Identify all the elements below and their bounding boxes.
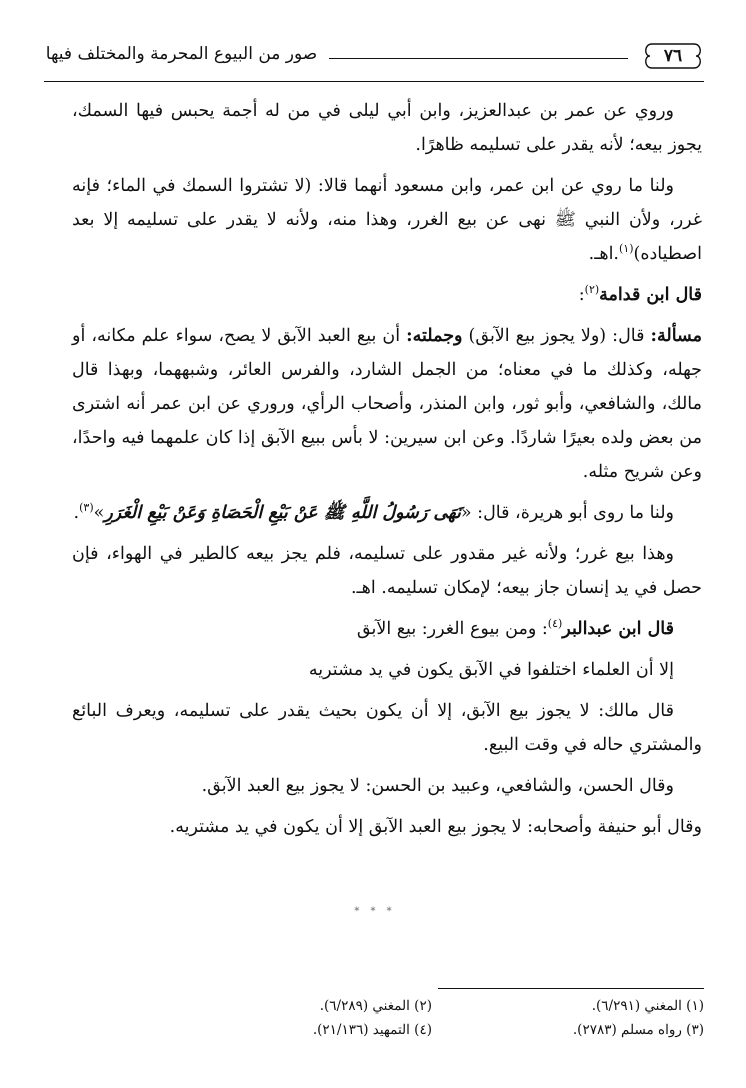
- paragraph: [72, 653, 702, 687]
- paragraph-text: قال: (ولا يجوز بيع الآبق): [462, 326, 651, 346]
- paragraph-text: وقال الحسن، والشافعي، وعبيد بن الحسن: لا يجوز بيع العبد الآبق.: [201, 776, 674, 796]
- footnote: (٤) التمهيد (٢١/١٣٦).: [312, 1022, 432, 1038]
- footnote: (١) المغني (٦/٢٩١).: [591, 998, 704, 1014]
- footnote: (٣) رواه مسلم (٢٧٨٣).: [572, 1022, 704, 1038]
- paragraph-text: قال مالك: لا يجوز بيع الآبق، إلا أن يكون بحيث يقدر على تسليمه، ويعرف البائع والمشتري حاله في وقت البيع.: [72, 701, 702, 755]
- page-number-badge: [642, 40, 704, 72]
- page-number: ٧٦: [663, 46, 683, 66]
- paragraph-tail: :: [578, 285, 585, 305]
- paragraph: [72, 94, 702, 162]
- paragraph-tail: .: [73, 503, 80, 523]
- header-rule: [329, 58, 628, 59]
- footnotes: [160, 994, 704, 1042]
- paragraph: [72, 278, 702, 312]
- paragraph-text: أن بيع العبد الآبق لا يصح، سواء علم مكانه، أو جهله، وكذلك ما في معناه؛ من الجمل الشارد، والفرس العائر، وشبههما، وبهذا قال مالك، والشافعي، وأبو ثور، وابن المنذر، وأصحاب الرأي، وروري عن ابن عمر أنه اشترى من بعض ولده بعيرًا شاردًا. وعن ابن سيرين: لا بأس ببيع الآبق إذا كان علمهما فيه واحدًا، وعن شريح مثله.: [72, 326, 702, 482]
- footnote-ref[interactable]: (٢): [584, 283, 600, 297]
- paragraph: [72, 694, 702, 762]
- paragraph: [72, 769, 702, 803]
- paragraph-text: وقال أبو حنيفة وأصحابه: لا يجوز بيع العبد الآبق إلا أن يكون في يد مشتريه.: [169, 817, 702, 837]
- footnote-ref[interactable]: (١): [619, 242, 634, 256]
- paragraph-text: ولنا ما روى أبو هريرة، قال: «: [460, 503, 674, 523]
- paragraph-text: وروي عن عمر بن عبدالعزيز، وابن أبي ليلى في من له أجمة يحبس فيها السمك، يجوز بيعه؛ لأنه يقدر على تسليمه ظاهرًا.: [72, 101, 702, 155]
- footnote-row: [160, 994, 704, 1018]
- paragraph-text: إلا أن العلماء اختلفوا في الآبق يكون في يد مشتريه: [308, 660, 674, 680]
- paragraph-tail: .اهـ.: [588, 244, 619, 264]
- header-divider: [44, 81, 704, 82]
- summary-label: وجملته:: [406, 326, 463, 346]
- main-text: [72, 94, 702, 851]
- paragraph: [72, 496, 702, 530]
- footnote: (٢) المغني (٦/٢٨٩).: [319, 998, 432, 1014]
- hadith-quote: نَهَى رَسُولُ اللَّهِ ﷺ عَنْ بَيْعِ الْحَصَاةِ وَعَنْ بَيْعِ الْغَرَرِ: [104, 503, 461, 523]
- paragraph: [72, 537, 702, 605]
- section-separator: * * *: [354, 906, 396, 917]
- running-header: [44, 36, 704, 82]
- paragraph-text: : ومن بيوع الغرر: بيع الآبق: [356, 619, 548, 639]
- footnote-ref[interactable]: (٣): [79, 501, 94, 515]
- paragraph: [72, 612, 702, 646]
- citation-label: قال ابن عبدالبر: [562, 619, 674, 639]
- issue-label: مسألة:: [650, 326, 703, 346]
- paragraph-text: ولنا ما روي عن ابن عمر، وابن مسعود أنهما قالا: (لا تشتروا السمك في الماء؛ فإنه غرر، ولأن النبي ﷺ نهى عن بيع الغرر، وهذا منه، ولأنه لا يقدر على تسليمه إلا بعد اصطياده): [72, 176, 702, 264]
- paragraph-text: وهذا بيع غرر؛ ولأنه غير مقدور على تسليمه، فلم يجز بيعه كالطير في الهواء، فإن حصل في يد إنسان جاز بيعه؛ لإمكان تسليمه. اهـ.: [72, 544, 702, 598]
- citation-label: قال ابن قدامة: [599, 285, 702, 305]
- paragraph: [72, 319, 702, 489]
- footnote-row: [160, 1018, 704, 1042]
- paragraph: [72, 810, 702, 844]
- quote-close: »: [93, 503, 105, 523]
- running-title: صور من البيوع المحرمة والمختلف فيها: [45, 44, 318, 64]
- paragraph: [72, 169, 702, 271]
- footnote-ref[interactable]: (٤): [547, 617, 563, 631]
- footnote-rule: [438, 988, 704, 989]
